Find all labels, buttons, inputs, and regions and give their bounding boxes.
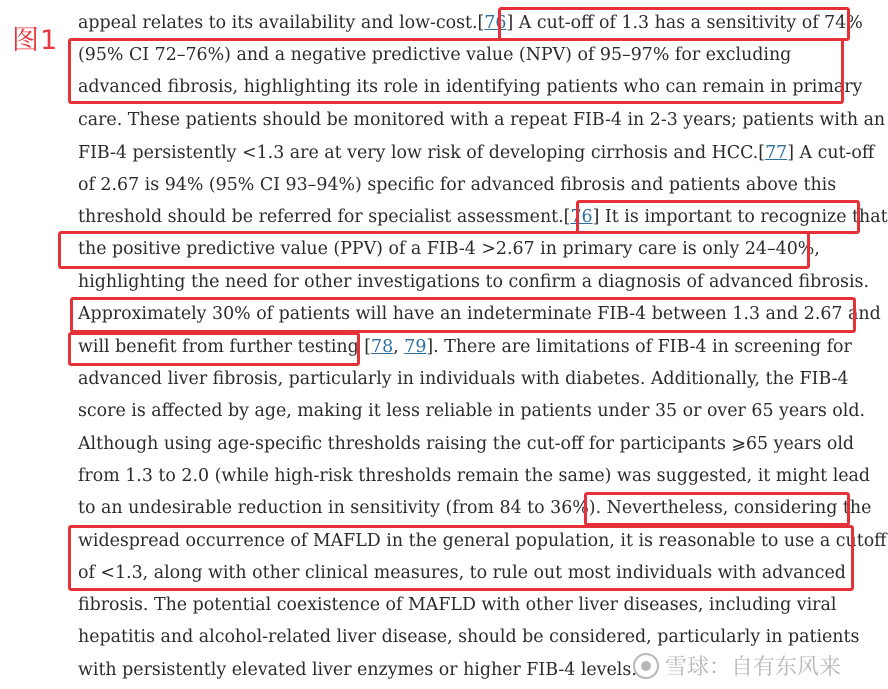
text-segment: , (393, 337, 405, 357)
text-segment: threshold should be referred for specialist assessment.[ (78, 207, 571, 227)
text-line: (95% CI 72–76%) and a negative predictive value (NPV) of 95–97% for excluding (78, 45, 792, 65)
figure-label: 图1 (12, 25, 59, 56)
text-line: highlighting the need for other investigations to confirm a diagnosis of advanced fibrosis. (78, 272, 869, 292)
text-segment: will benefit from further testing [ (78, 337, 372, 357)
text-line (78, 331, 857, 363)
text-segment: ] A cut-off (787, 143, 875, 163)
citation-link[interactable]: 77 (765, 143, 788, 163)
text-line: the positive predictive value (PPV) of a FIB-4 >2.67 in primary care is only 24–40%, (78, 239, 820, 259)
citation-link[interactable]: 76 (570, 207, 593, 227)
text-segment: ]. There are limitations of FIB-4 in screening for (426, 337, 852, 357)
text-line: with persistently elevated liver enzymes or higher FIB-4 levels. (78, 660, 637, 680)
text-line: hepatitis and alcohol-related liver disease, should be considered, particularly in patients (78, 627, 860, 647)
text-line: from 1.3 to 2.0 (while high-risk thresholds remain the same) was suggested, it might lead (78, 466, 871, 486)
text-line: Approximately 30% of patients will have an indeterminate FIB-4 between 1.3 and 2.67 and (78, 304, 881, 324)
text-line: widespread occurrence of MAFLD in the general population, it is reasonable to use a cutoff (78, 531, 887, 551)
citation-link[interactable]: 76 (484, 13, 507, 33)
text-line: of 2.67 is 94% (95% CI 93–94%) specific for advanced fibrosis and patients above this (78, 175, 837, 195)
snowball-logo-icon (633, 653, 659, 679)
text-line: to an undesirable reduction in sensitivity (from 84 to 36%). Nevertheless, considering the (78, 498, 872, 518)
text-segment: ] A cut-off of 1.3 has a sensitivity of 74% (506, 13, 863, 33)
text-segment: ] It is important to recognize that (592, 207, 888, 227)
text-line (78, 137, 875, 169)
text-line: fibrosis. The potential coexistence of MAFLD with other liver diseases, including viral (78, 595, 837, 615)
text-line: score is affected by age, making it less reliable in patients under 35 or over 65 years old. (78, 401, 865, 421)
watermark (633, 650, 841, 681)
watermark-text: 雪球：自有东风来 (664, 655, 841, 680)
text-line (78, 201, 888, 233)
text-line: Although using age-specific thresholds raising the cut-off for participants ⩾65 years old (78, 434, 855, 454)
text-line: care. These patients should be monitored with a repeat FIB-4 in 2-3 years; patients with an (78, 110, 886, 130)
citation-link[interactable]: 78 (371, 337, 394, 357)
text-segment: FIB-4 persistently <1.3 are at very low risk of developing cirrhosis and HCC.[ (78, 143, 766, 163)
text-line: advanced liver fibrosis, particularly in individuals with diabetes. Additionally, the FIB-4 (78, 369, 849, 389)
text-segment: appeal relates to its availability and low-cost.[ (78, 13, 485, 33)
text-line (78, 7, 863, 39)
citation-link[interactable]: 79 (404, 337, 427, 357)
text-line: of <1.3, along with other clinical measures, to rule out most individuals with advanced (78, 563, 846, 583)
text-line: advanced fibrosis, highlighting its role in identifying patients who can remain in primary (78, 77, 863, 97)
